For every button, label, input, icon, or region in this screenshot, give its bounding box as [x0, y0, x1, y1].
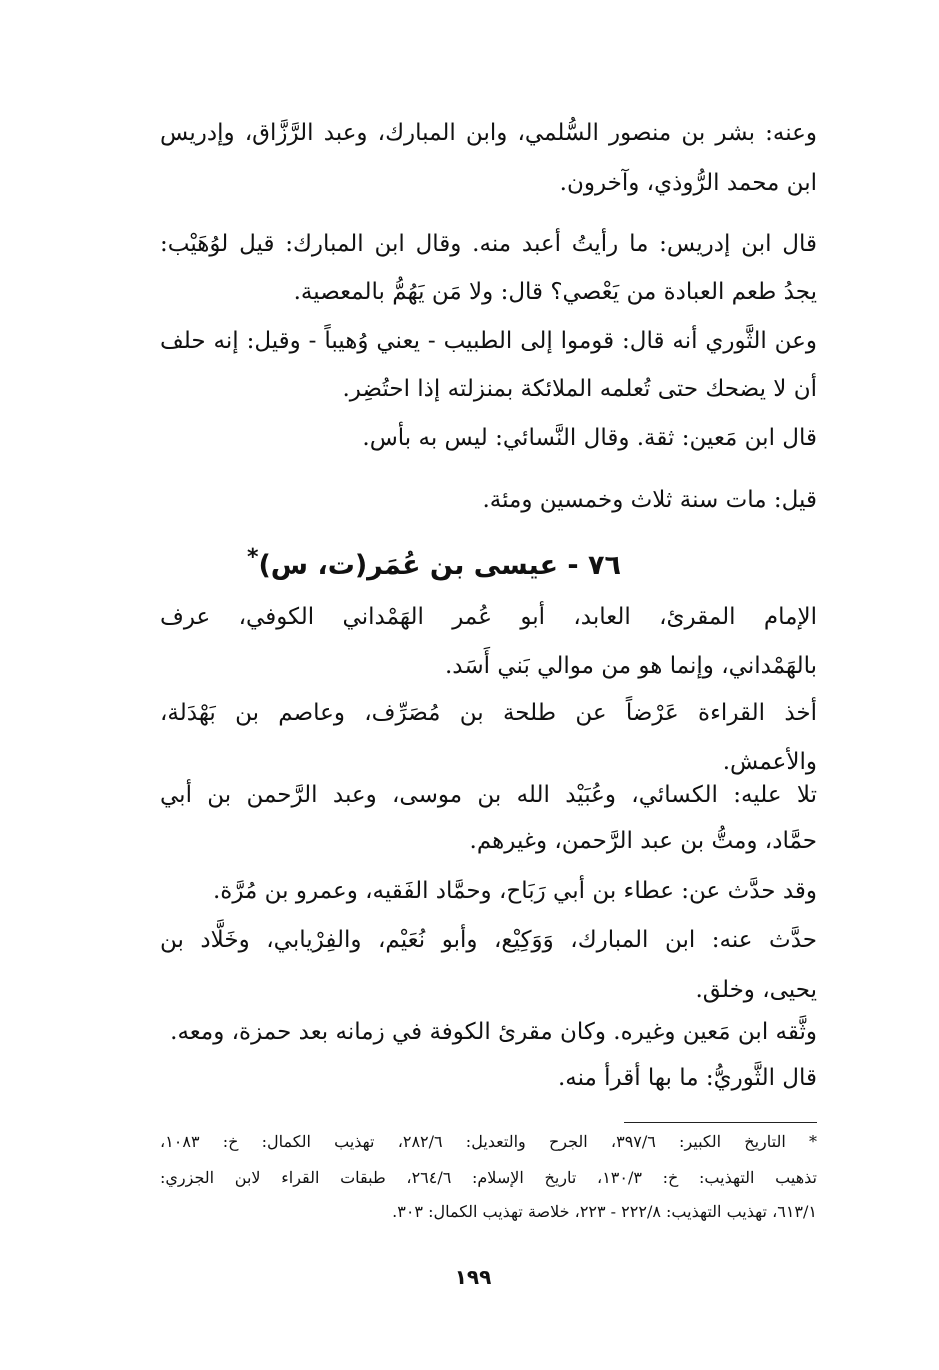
- text-line: قال ابن إدريس: ما رأيتُ أعبد منه. وقال ابن المبارك: قيل لوُهَيْب:: [160, 231, 817, 257]
- text-line: يجدُ طعم العبادة من يَعْصي؟ قال: ولا مَن يَهُمُّ بالمعصية.: [293, 279, 817, 305]
- text-line: قال الثَّوريُّ: ما بها أقرأ منه.: [557, 1065, 817, 1091]
- text-line: حدَّث عنه: ابن المبارك، وَوَكِيْع، وأبو نُعَيْم، والفِرْيابي، وخَلَّاد بن: [160, 927, 817, 953]
- text-line: قيل: مات سنة ثلاث وخمسين ومئة.: [482, 487, 817, 513]
- text-line: الإمام المقرئ، العابد، أبو عُمر الهَمْداني الكوفي، عرف: [160, 604, 817, 630]
- text-line: أن لا يضحك حتى تُعلمه الملائكة بمنزلته إذا احتُضِر.: [342, 376, 817, 402]
- text-line: وقد حدَّث عن: عطاء بن أبي رَبَاح، وحمَّاد الفَقيه، وعمرو بن مُرَّة.: [212, 878, 817, 904]
- text-line: أخذ القراءة عَرْضاً عن طلحة بن مُصَرِّف، وعاصم بن بَهْدَلة،: [160, 700, 817, 726]
- footnote-line: ٦١٣/١، تهذيب التهذيب: ٢٢٢/٨ - ٢٢٣، خلاصة تهذيب الكمال: ٣٠٣.: [392, 1202, 817, 1221]
- text-line: ابن محمد الرُّوذي، وآخرون.: [559, 170, 817, 196]
- text-line: بالهَمْداني، وإنما هو من موالي بَني أَسَد.: [444, 653, 817, 679]
- text-line: وعن الثَّوري أنه قال: قوموا إلى الطبيب - يعني وُهيباً - وقيل: إنه حلف: [160, 328, 817, 354]
- text-line: تلا عليه: الكسائي، وعُبَيْد الله بن موسى، وعبد الرَّحمن بن أبي: [160, 782, 817, 808]
- footnote-line: تذهيب التهذيب: خ: ١٣٠/٣، تاريخ الإسلام: ٢٦٤/٦، طبقات القراء لابن الجزري:: [160, 1168, 818, 1187]
- footnote-line: * التاريخ الكبير: ٣٩٧/٦، الجرح والتعديل: ٢٨٢/٦، تهذيب الكمال: خ: ١٠٨٣،: [160, 1132, 817, 1151]
- page-number: ١٩٩: [454, 1265, 492, 1289]
- text-line: وعنه: بشر بن منصور السُّلمي، وابن المبارك، وعبد الرَّزَّاق، وإدريس: [160, 120, 817, 146]
- text-line: يحيى، وخلق.: [695, 977, 817, 1003]
- text-line: وثَّقه ابن مَعين وغيره. وكان مقرئ الكوفة في زمانه بعد حمزة، ومعه.: [170, 1019, 817, 1045]
- footnote-separator: [624, 1122, 817, 1123]
- footnote-marker: *: [246, 545, 259, 570]
- text-line: قال ابن مَعين: ثقة. وقال النَّسائي: ليس به بأس.: [362, 425, 817, 451]
- text-line: حمَّاد، ومتُّ بن عبد الرَّحمن، وغيرهم.: [469, 828, 817, 854]
- entry-heading: [247, 540, 621, 584]
- text-line: والأعمش.: [722, 749, 817, 775]
- entry-heading-text: ٧٦ - عيسى بن عُمَر(ت، س): [258, 550, 621, 581]
